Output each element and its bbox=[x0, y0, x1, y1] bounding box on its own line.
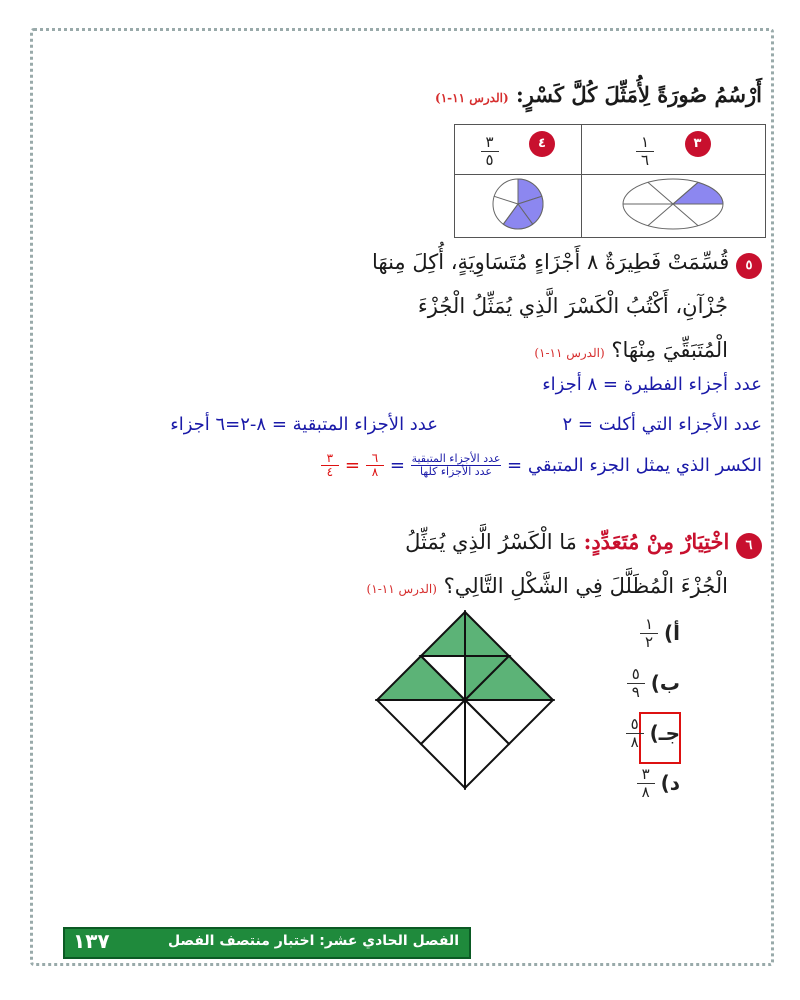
q2-prompt bbox=[435, 82, 762, 107]
answer-fraction-lead: الكسر الذي يمثل الجزء المتبقي = bbox=[507, 455, 762, 477]
q6-title: اخْتِيَارٌ مِنْ مُتَعَدِّدٍ: bbox=[583, 529, 730, 554]
q6-block bbox=[202, 520, 762, 611]
pie-sixths-drawing bbox=[618, 176, 728, 232]
answer-word-fraction: $\frac{\text{عدد الأجزاء المتبقية}}{\text{عدد الأجزاء كلها}}$ bbox=[411, 452, 501, 479]
q2-prompt-text: أَرْسُمُ صُورَةً لِأُمَثِّلَ كُلَّ كَسْرٍ: bbox=[515, 82, 762, 107]
q5-line1: ٥ قُسِّمَتْ فَطِيرَةٌ ٨ أَجْزَاءٍ مُتَسَاوِيَةٍ، أُكِلَ مِنهَا bbox=[202, 240, 762, 284]
fraction-1-6: $\frac{١}{٦}$ bbox=[636, 134, 654, 168]
shaded-diamond-figure bbox=[375, 610, 555, 790]
page-number: ١٣٧ bbox=[73, 929, 110, 953]
table-cell-pie-five bbox=[455, 175, 582, 238]
answer-fraction-3-4: $\frac{٣}{٤}$ bbox=[321, 452, 339, 479]
q5-line3: الْمُتَبَقِّيَ مِنْهَا؟ (الدرس ١١-١) bbox=[534, 338, 728, 362]
pie-fifths-drawing bbox=[488, 176, 548, 232]
q5-badge: ٥ bbox=[736, 253, 762, 279]
option-b[interactable]: ب) $\frac{٥}{٩}$ bbox=[627, 666, 680, 700]
answer-eaten-parts: عدد الأجزاء التي أكلت = ٢ bbox=[562, 414, 762, 435]
answer-fraction-line: الكسر الذي يمثل الجزء المتبقي = $\frac{\text{عدد الأجزاء المتبقية}}{\text{عدد الأجزاء كلها}}$ = $\frac{٦}{٨}$ = $\frac{٣}{٤}$ bbox=[321, 452, 762, 479]
q3-badge: ٣ bbox=[685, 131, 711, 157]
q5-line2: جُزْآنِ، أَكْتُبُ الْكَسْرَ الَّذِي يُمَثِّلُ الْجُزْءَ bbox=[417, 294, 728, 318]
option-c[interactable]: جـ) $\frac{٥}{٨}$ bbox=[626, 716, 680, 750]
option-a[interactable]: أ) $\frac{١}{٢}$ bbox=[640, 616, 680, 650]
q4-badge: ٤ bbox=[529, 131, 555, 157]
footer-chapter: الفصل الحادي عشر: اختبار منتصف الفصل bbox=[168, 933, 459, 949]
table-cell-q4 bbox=[455, 125, 582, 175]
footer-bar bbox=[63, 927, 471, 959]
table-cell-q3 bbox=[581, 125, 765, 175]
fraction-3-5: $\frac{٣}{٥}$ bbox=[481, 134, 499, 168]
q6-line2: الْجُزْءَ الْمُظَلَّلَ فِي الشَّكْلِ التَّالِي؟ (الدرس ١١-١) bbox=[366, 574, 728, 598]
answer-remaining-parts: عدد الأجزاء المتبقية = ٨-٢=٦ أجزاء bbox=[170, 414, 438, 435]
q2-lesson-ref: (الدرس ١١-١) bbox=[435, 91, 509, 105]
fraction-table bbox=[454, 124, 766, 238]
q6-line1: ٦ اخْتِيَارٌ مِنْ مُتَعَدِّدٍ: مَا الْكَسْرُ الَّذِي يُمَثِّلُ bbox=[202, 520, 762, 564]
answer-fraction-6-8: $\frac{٦}{٨}$ bbox=[366, 452, 384, 479]
table-cell-pie-six bbox=[581, 175, 765, 238]
q5-block bbox=[202, 240, 762, 375]
q6-badge: ٦ bbox=[736, 533, 762, 559]
option-d[interactable]: د) $\frac{٣}{٨}$ bbox=[637, 766, 680, 800]
answer-total-parts: عدد أجزاء الفطيرة = ٨ أجزاء bbox=[542, 374, 762, 395]
